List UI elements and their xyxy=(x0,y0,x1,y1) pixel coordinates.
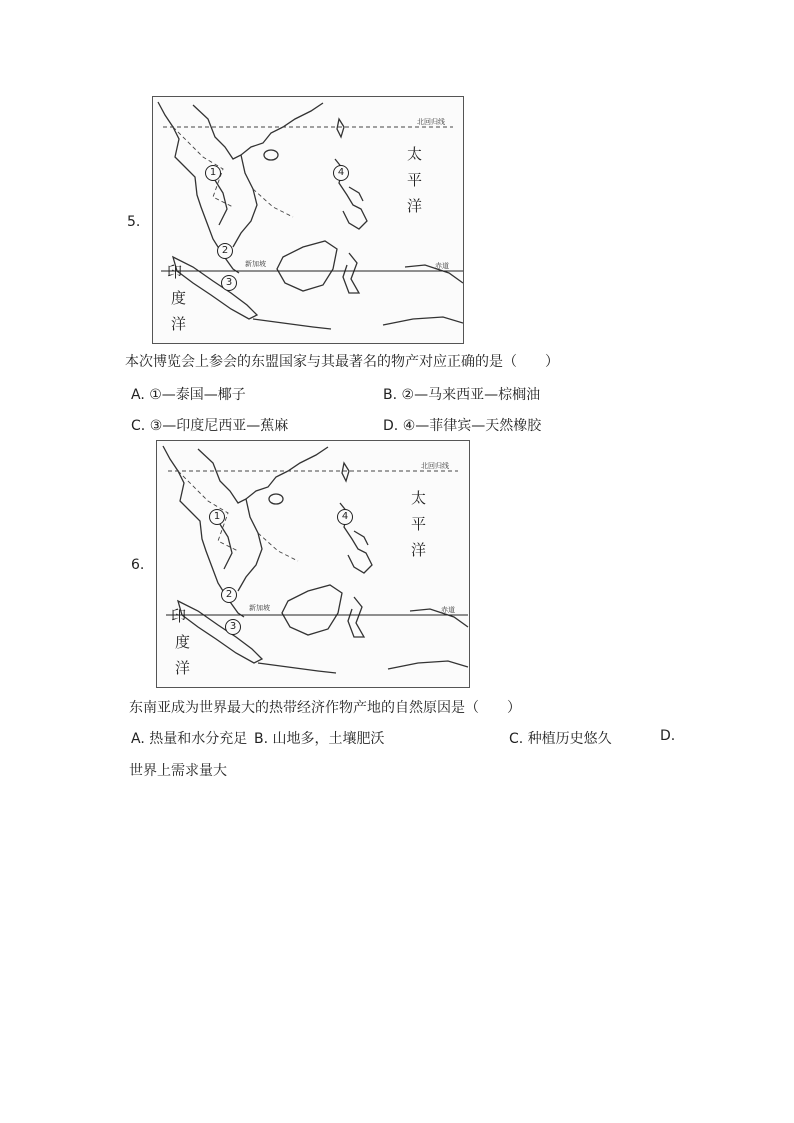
indian-char-1: 印 xyxy=(171,607,187,625)
q6-option-d-text[interactable]: 世界上需求量大 xyxy=(129,763,227,779)
pacific-char-2: 平 xyxy=(411,515,427,533)
question-5-number: 5. xyxy=(127,214,141,230)
map-outline xyxy=(157,441,469,687)
pacific-char-1: 太 xyxy=(411,489,427,507)
question-6-number: 6. xyxy=(131,557,145,573)
pacific-char-2: 平 xyxy=(407,171,423,189)
option-key: A. xyxy=(131,731,145,747)
option-key: A. xyxy=(131,387,145,403)
map-outline xyxy=(153,97,463,343)
pacific-char-3: 洋 xyxy=(407,197,423,215)
marker-1: 1 xyxy=(205,165,221,181)
q6-option-d-key[interactable]: D. xyxy=(660,728,676,744)
marker-2: 2 xyxy=(217,243,233,259)
q5-option-b[interactable] xyxy=(383,384,540,404)
option-text: ④—菲律宾—天然橡胶 xyxy=(402,418,542,434)
equator-label: 赤道 xyxy=(435,262,449,270)
option-text: ①—泰国—椰子 xyxy=(149,387,246,403)
option-key: C. xyxy=(131,418,146,434)
option-text: 热量和水分充足 xyxy=(149,731,248,747)
option-key: D. xyxy=(383,418,399,434)
marker-3: 3 xyxy=(221,275,237,291)
indian-char-3: 洋 xyxy=(171,315,187,333)
pacific-char-3: 洋 xyxy=(411,541,427,559)
option-text: 山地多，土壤肥沃 xyxy=(272,731,385,747)
question-6-stem: 东南亚成为世界最大的热带经济作物产地的自然原因是（ ） xyxy=(129,700,521,716)
marker-4: 4 xyxy=(337,509,353,525)
indian-char-3: 洋 xyxy=(175,659,191,677)
tropic-label: 北回归线 xyxy=(417,118,445,126)
equator-label: 赤道 xyxy=(441,606,455,614)
q5-option-c[interactable] xyxy=(131,415,288,435)
marker-2: 2 xyxy=(221,587,237,603)
singapore-label: 新加坡 xyxy=(249,604,270,612)
option-text: 种植历史悠久 xyxy=(527,731,612,747)
option-text: ②—马来西亚—棕榈油 xyxy=(401,387,541,403)
option-key: B. xyxy=(254,731,269,747)
option-text: ③—印度尼西亚—蕉麻 xyxy=(149,418,289,434)
indian-char-1: 印 xyxy=(167,263,183,281)
q6-option-c[interactable] xyxy=(509,728,612,748)
indian-char-2: 度 xyxy=(175,633,191,651)
pacific-char-1: 太 xyxy=(407,145,423,163)
singapore-label: 新加坡 xyxy=(245,260,266,268)
q6-option-b[interactable] xyxy=(254,728,385,748)
marker-3: 3 xyxy=(225,619,241,635)
southeast-asia-map-q6 xyxy=(156,440,470,688)
q6-option-a[interactable] xyxy=(131,728,247,748)
option-key: C. xyxy=(509,731,524,747)
marker-4: 4 xyxy=(333,165,349,181)
q5-option-a[interactable] xyxy=(131,384,246,404)
q5-option-d[interactable] xyxy=(383,415,541,435)
southeast-asia-map-q5 xyxy=(152,96,464,344)
indian-char-2: 度 xyxy=(171,289,187,307)
question-5-stem: 本次博览会上参会的东盟国家与其最著名的物产对应正确的是（ ） xyxy=(125,354,559,370)
option-key: B. xyxy=(383,387,398,403)
marker-1: 1 xyxy=(209,509,225,525)
tropic-label: 北回归线 xyxy=(421,462,449,470)
